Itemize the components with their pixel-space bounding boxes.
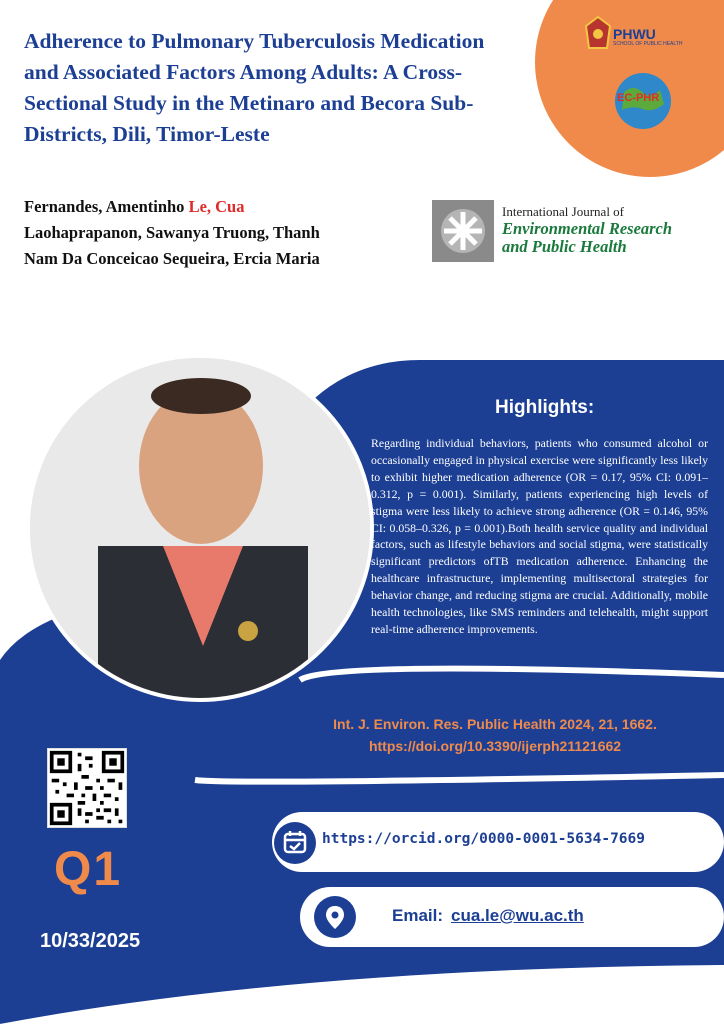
phwu-logo-text: PHWU bbox=[613, 26, 656, 42]
journal-name-line1: International Journal of bbox=[502, 204, 625, 219]
orcid-link[interactable]: https://orcid.org/0000-0001-5634-7669 bbox=[322, 831, 646, 847]
email-line bbox=[392, 906, 584, 926]
email-address-link[interactable]: cua.le@wu.ac.th bbox=[451, 906, 584, 925]
phwu-emblem-icon bbox=[585, 16, 611, 50]
journal-logo bbox=[432, 200, 712, 264]
qr-code[interactable] bbox=[47, 748, 127, 828]
date-label: 10/33/2025 bbox=[40, 930, 141, 952]
highlights-heading: Highlights: bbox=[495, 397, 595, 418]
journal-name-line2: Environmental Research bbox=[502, 219, 673, 238]
citation-block bbox=[315, 713, 675, 757]
authors-line3: Nam Da Conceicao Sequeira, Ercia Maria bbox=[24, 249, 320, 268]
location-pin-icon bbox=[314, 896, 356, 938]
author-list bbox=[24, 194, 404, 272]
quartile-badge: Q1 bbox=[54, 843, 123, 896]
email-label: Email: bbox=[392, 906, 444, 925]
journal-name-line3: and Public Health bbox=[502, 237, 627, 256]
citation-reference: Int. J. Environ. Res. Public Health 2024, 21, 1662. bbox=[333, 716, 657, 732]
authors-line2: Laohaprapanon, Sawanya Truong, Thanh bbox=[24, 223, 320, 242]
doi-link[interactable]: https://doi.org/10.3390/ijerph21121662 bbox=[368, 738, 622, 754]
ec-phr-logo-text: EC-PHR bbox=[617, 92, 660, 104]
calendar-icon bbox=[274, 822, 316, 864]
highlights-body: Regarding individual behaviors, patients who consumed alcohol or occasionally engaged in physical exercise were significantly less likely to exhibit higher medication adherence (OR = 0.17, 95% CI: 0.091–0.312, p = 0.001). Similarly, patients experiencing high levels of stigma were less likely to achieve strong adherence (OR = 0.146, 95% CI: 0.058–0.326, p = 0.001).Both health service quality and individual factors, such as lifestyle behaviors and social stigma, were statistically significant predictors ofTB medication adherence. Enhancing the healthcare infrastructure, implementing multisectoral strategies for behavior change, and reducing stigma are crucial. Additionally, mobile health technologies, like SMS reminders and telehealth, might support real-time adherence improvements. bbox=[371, 436, 708, 636]
journal-emblem-icon bbox=[432, 200, 494, 262]
author-photo bbox=[28, 356, 372, 700]
authors-highlighted-name: Le, Cua bbox=[188, 197, 245, 216]
authors-line1: Fernandes, Amentinho bbox=[24, 197, 189, 216]
paper-title: Adherence to Pulmonary Tuberculosis Medication and Associated Factors Among Adults: A Cross-Sectional Study in the Metinaro and Becora Sub-Districts, Dili, Timor-Leste bbox=[24, 29, 485, 146]
phwu-logo-subtext: SCHOOL OF PUBLIC HEALTH bbox=[613, 41, 683, 47]
